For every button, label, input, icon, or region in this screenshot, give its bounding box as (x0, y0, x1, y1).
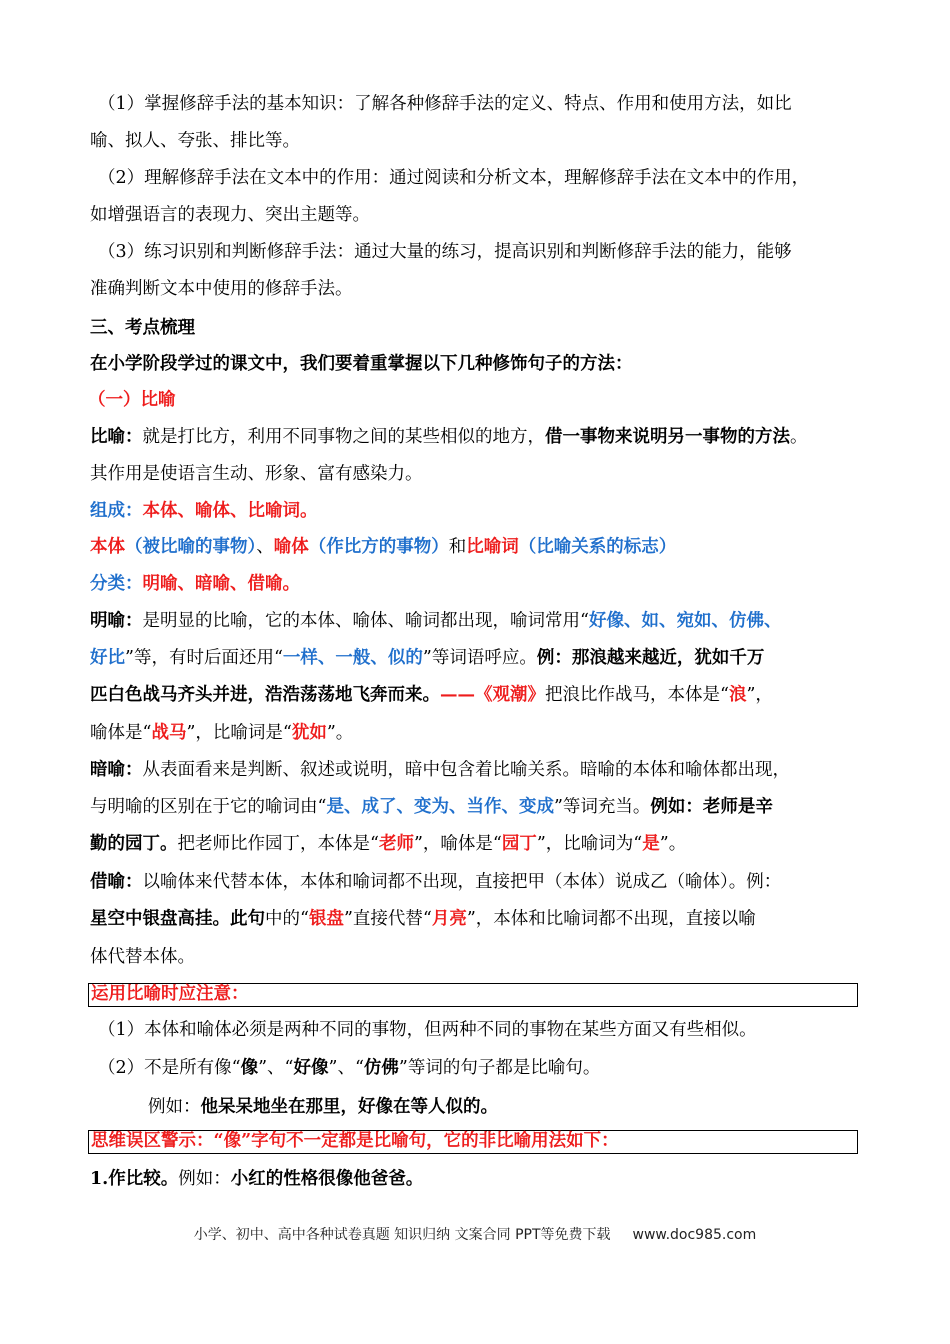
ming-words-2: 一样、一般、似的 (282, 648, 423, 668)
part-tenor-note: （被比喻的事物） (125, 537, 257, 557)
ming-line-1 (90, 603, 862, 640)
ming-label: 明喻： (90, 611, 143, 631)
an-label: 暗喻： (90, 760, 143, 780)
note-3-example: 他呆呆地坐在那里，好像在等人似的。 (200, 1097, 498, 1117)
jie-line-1 (90, 864, 862, 901)
item-1-label: 例如： (178, 1169, 231, 1189)
jie-key-1: 银盘 (308, 909, 344, 929)
an-example-2: 勤的园丁。 (90, 834, 178, 854)
item-1 (90, 1161, 862, 1198)
an-text-5: ”，喻体是“ (413, 834, 502, 854)
definition-label: 比喻： (90, 427, 143, 447)
ming-key-2: 战马 (151, 723, 187, 743)
an-text-3: ”等词充当。 (553, 797, 651, 817)
simile-definition-line-2: 其作用是使语言生动、形象、富有感染力。 (90, 464, 423, 484)
goal-3-line-1: （3）练习识别和判断修辞手法：通过大量的练习，提高识别和判断修辞手法的能力，能够 (98, 242, 792, 262)
jie-label: 借喻： (90, 872, 143, 892)
an-text-2: 与明喻的区别在于它的喻词由“ (90, 797, 327, 817)
definition-text: 就是打比方，利用不同事物之间的某些相似的地方， (142, 427, 545, 447)
an-key-1: 老师 (378, 834, 414, 854)
goal-1-line-2: 喻、拟人、夸张、排比等。 (90, 131, 300, 151)
ming-text-6: 喻体是“ (90, 723, 152, 743)
jie-line-2 (90, 901, 862, 938)
composition-label: 组成： (90, 501, 143, 521)
an-text-6: ”，比喻词为“ (536, 834, 643, 854)
note-2 (98, 1050, 870, 1087)
note-3 (148, 1089, 920, 1126)
ming-example-2: 匹白色战马齐头并进，浩浩荡荡地飞奔而来。 (90, 685, 440, 705)
ming-words-1b: 好比 (90, 648, 125, 668)
part-vehicle-note: （作比方的事物） (308, 537, 449, 557)
note-1: （1）本体和喻体必须是两种不同的事物，但两种不同的事物在某些方面又有些相似。 (98, 1020, 757, 1040)
jie-key-2: 月亮 (431, 909, 467, 929)
ming-source: ——《观潮》 (440, 685, 545, 705)
an-text-7: ”。 (659, 834, 687, 854)
composition-line (90, 493, 862, 530)
ming-key-3: 犹如 (291, 723, 327, 743)
an-key-2: 园丁 (501, 834, 537, 854)
classification-label: 分类： (90, 574, 143, 594)
goal-2-line-1: （2）理解修辞手法在文本中的作用：通过阅读和分析文本，理解修辞手法在文本中的作用， (98, 168, 810, 188)
an-key-3: 是 (642, 834, 660, 854)
ming-text-2: ”等，有时后面还用“ (125, 648, 283, 668)
ming-text-4: 把浪比作战马，本体是“ (545, 685, 729, 705)
parts-line (90, 529, 862, 566)
an-line-1 (90, 752, 862, 789)
ming-example-label: 例： (536, 648, 572, 668)
page-footer (0, 1224, 950, 1244)
part-vehicle: 喻体 (273, 537, 309, 557)
ming-text-7: ”，比喻词是“ (186, 723, 292, 743)
note-3-label: 例如： (148, 1097, 201, 1117)
jie-text-4: ”，本体和比喻词都不出现，直接以喻 (466, 909, 756, 929)
ming-example-1: 那浪越来越近，犹如千万 (571, 648, 765, 668)
an-text-4: 把老师比作园丁，本体是“ (177, 834, 379, 854)
item-1-number: 1.作比较。 (90, 1169, 179, 1189)
simile-definition-line-1 (90, 419, 862, 456)
ming-words-1: 好像、如、宛如、仿佛、 (588, 611, 782, 631)
an-text-1: 从表面看来是判断、叙述或说明，暗中包含着比喻关系。暗喻的本体和喻体都出现， (142, 760, 790, 780)
ming-key-1: 浪 (728, 685, 747, 705)
an-example-1: 老师是辛 (702, 797, 773, 817)
an-line-2 (90, 789, 862, 826)
note-2-word-1: 像 (240, 1058, 259, 1078)
note-2-b: ”、“ (258, 1058, 294, 1078)
simile-title: （一）比喻 (88, 390, 176, 410)
section-intro: 在小学阶段学过的课文中，我们要着重掌握以下几种修饰句子的方法： (90, 354, 633, 374)
classification-line (90, 566, 862, 603)
goal-2-line-2: 如增强语言的表现力、突出主题等。 (90, 205, 370, 225)
item-1-example: 小红的性格很像他爸爸。 (230, 1169, 424, 1189)
jie-text-2: 中的“ (265, 909, 309, 929)
goal-3-line-2: 准确判断文本中使用的修辞手法。 (90, 279, 353, 299)
part-marker-note: （比喻关系的标志） (518, 537, 677, 557)
definition-bold: 借一事物来说明另一事物的方法 (545, 427, 790, 447)
definition-end: 。 (790, 427, 808, 447)
ming-text-3: ”等词语呼应。 (422, 648, 537, 668)
composition-text: 本体、喻体、比喻词。 (142, 501, 318, 521)
an-line-3 (90, 826, 862, 863)
warning-box: 思维误区警示：“像”字句不一定都是比喻句，它的非比喻用法如下： (88, 1130, 858, 1154)
ming-line-3 (90, 677, 862, 714)
ming-line-2 (90, 640, 862, 677)
note-2-c: ”、“ (328, 1058, 364, 1078)
jie-example: 星空中银盘高挂。此句 (90, 909, 265, 929)
note-2-word-2: 好像 (293, 1058, 329, 1078)
jie-line-3: 体代替本体。 (90, 947, 195, 967)
section-heading: 三、考点梳理 (90, 318, 195, 338)
part-sep-1: 、 (256, 537, 274, 557)
note-2-d: ”等词的句子都是比喻句。 (398, 1058, 601, 1078)
part-marker: 比喻词 (466, 537, 519, 557)
an-words: 是、成了、变为、当作、变成 (326, 797, 554, 817)
part-tenor: 本体 (90, 537, 125, 557)
ming-text-5: ”， (746, 685, 773, 705)
footer-text: 小学、初中、高中各种试卷真题 知识归纳 文案合同 PPT等免费下载 (193, 1227, 611, 1243)
ming-line-4 (90, 715, 862, 752)
note-box: 运用比喻时应注意： (88, 983, 858, 1007)
classification-text: 明喻、暗喻、借喻。 (142, 574, 300, 594)
an-example-label: 例如： (650, 797, 703, 817)
part-sep-2: 和 (448, 537, 467, 557)
jie-text-3: ”直接代替“ (343, 909, 432, 929)
footer-url[interactable]: www.doc985.com (632, 1227, 757, 1243)
ming-text-1: 是明显的比喻，它的本体、喻体、喻词都出现，喻词常用“ (142, 611, 589, 631)
ming-text-8: ”。 (326, 723, 354, 743)
jie-text-1: 以喻体来代替本体，本体和喻词都不出现，直接把甲（本体）说成乙（喻体）。例： (142, 872, 782, 892)
goal-1-line-1: （1）掌握修辞手法的基本知识：了解各种修辞手法的定义、特点、作用和使用方法，如比 (98, 94, 792, 114)
note-2-a: （2）不是所有像“ (98, 1058, 241, 1078)
note-2-word-3: 仿佛 (363, 1058, 399, 1078)
